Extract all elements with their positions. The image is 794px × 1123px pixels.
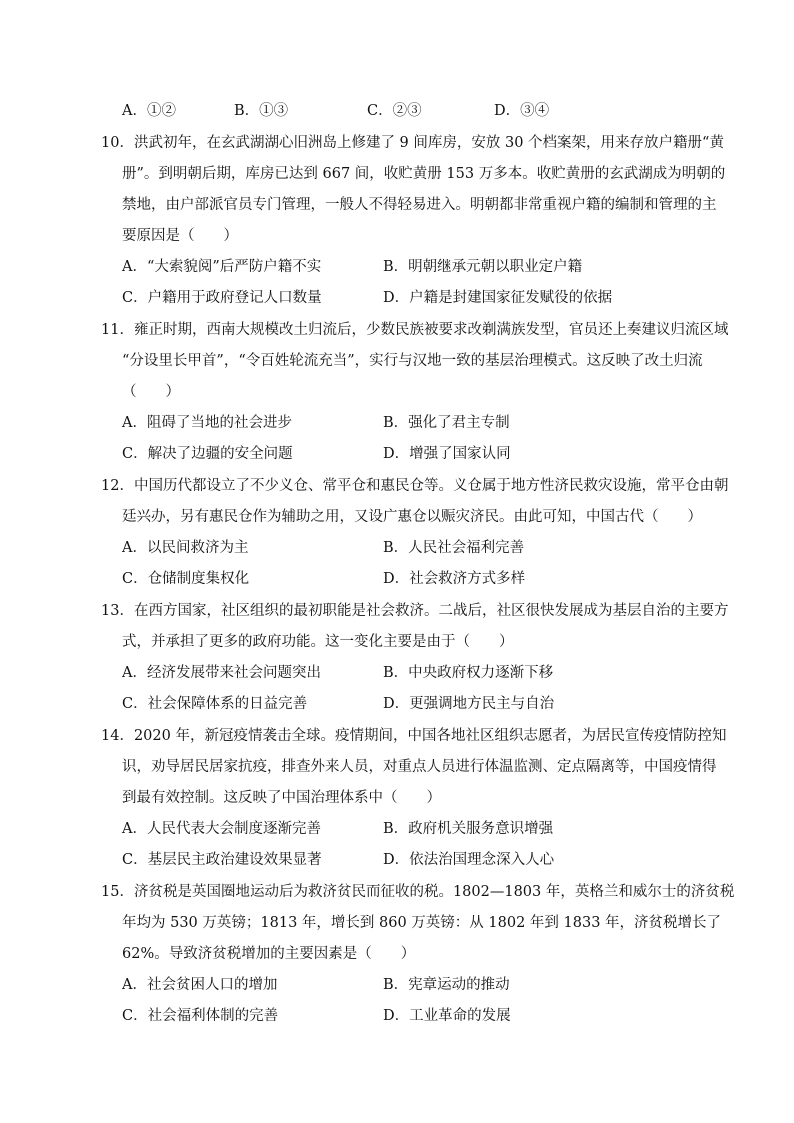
q14-line-1: 14．2020 年，新冠疫情袭击全球。疫情期间，中国各地社区组织志愿者，为居民宣传疫情防控知 (101, 728, 727, 744)
q14-option-d: D．依法治国理念深入人心 (383, 852, 555, 868)
q12-option-d: D．社会救济方式多样 (383, 571, 526, 587)
q10-line-3: 禁地，由户部派官员专门管理，一般人不得轻易进入。明朝都非常重视户籍的编制和管理的主 (122, 197, 717, 213)
q14-option-c: C．基层民主政治建设效果显著 (122, 852, 322, 868)
q9-option-b: B．①③ (234, 103, 289, 119)
q10-line-1: 10．洪武初年，在玄武湖湖心旧洲岛上修建了 9 间库房，安放 30 个档案架，用来存放户籍册“黄 (101, 135, 724, 151)
q13-option-c: C．社会保障体系的日益完善 (122, 696, 308, 712)
q14-option-b: B．政府机关服务意识增强 (383, 821, 554, 837)
q13-option-d: D．更强调地方民主与自治 (383, 696, 555, 712)
q12-option-a: A．以民间救济为主 (122, 540, 249, 556)
q15-option-c: C．社会福利体制的完善 (122, 1008, 279, 1024)
q9-option-c: C．②③ (367, 103, 422, 119)
q11-option-a: A．阻碍了当地的社会进步 (122, 415, 292, 431)
q14-line-3: 到最有效控制。这反映了中国治理体系中（ ） (122, 790, 441, 806)
q12-option-b: B．人民社会福利完善 (383, 540, 525, 556)
q11-option-b: B．强化了君主专制 (383, 415, 510, 431)
q14-option-a: A．人民代表大会制度逐渐完善 (122, 821, 321, 837)
q15-line-3: 62%。导致济贫税增加的主要因素是（ ） (122, 946, 416, 962)
q11-option-c: C．解决了边疆的安全问题 (122, 446, 293, 462)
q10-option-d: D．户籍是封建国家征发赋役的依据 (383, 290, 613, 306)
q13-option-a: A．经济发展带来社会问题突出 (122, 665, 321, 681)
q10-option-b: B．明朝继承元朝以职业定户籍 (383, 259, 583, 275)
q10-line-4: 要原因是（ ） (122, 228, 238, 244)
q10-option-a: A．“大索貌阅”后严防户籍不实 (122, 259, 322, 275)
q12-option-c: C．仓储制度集权化 (122, 571, 250, 587)
q12-line-1: 12．中国历代都设立了不少义仓、常平仓和惠民仓等。义仓属于地方性济民救灾设施，常平仓由朝 (101, 478, 729, 494)
q11-line-2: “分设里长甲首”，“令百姓轮流充当”，实行与汉地一致的基层治理模式。这反映了改土归流 (122, 353, 703, 369)
q11-line-1: 11．雍正时期，西南大规模改土归流后，少数民族被要求改剃满族发型，官员还上奏建议归流区域 (101, 322, 729, 338)
q15-option-a: A．社会贫困人口的增加 (122, 977, 278, 993)
q11-option-d: D．增强了国家认同 (383, 446, 511, 462)
q15-option-d: D．工业革命的发展 (383, 1008, 511, 1024)
q13-option-b: B．中央政府权力逐渐下移 (383, 665, 554, 681)
q10-option-c: C．户籍用于政府登记人口数量 (122, 290, 322, 306)
q14-line-2: 识，劝导居民居家抗疫，排查外来人员，对重点人员进行体温监测、定点隔离等，中国疫情得 (122, 759, 717, 775)
q15-line-1: 15．济贫税是英国圈地运动后为救济贫民而征收的税。1802—1803 年，英格兰和威尔士的济贫税 (101, 884, 735, 900)
q13-line-2: 式，并承担了更多的政府功能。这一变化主要是由于（ ） (122, 634, 514, 650)
q9-option-a: A．①② (122, 103, 176, 119)
q13-line-1: 13．在西方国家，社区组织的最初职能是社会救济。二战后，社区很快发展成为基层自治的主要方 (101, 603, 729, 619)
q9-option-d: D．③④ (494, 103, 550, 119)
q10-line-2: 册”。到明朝后期，库房已达到 667 间，收贮黄册 153 万多本。收贮黄册的玄武湖成为明朝的 (122, 166, 726, 182)
q12-line-2: 廷兴办，另有惠民仓作为辅助之用，又设广惠仓以赈灾济民。由此可知，中国古代（ ） (122, 509, 702, 525)
q15-option-b: B．宪章运动的推动 (383, 977, 510, 993)
q11-line-3: （ ） (122, 384, 180, 400)
q15-line-2: 年均为 530 万英镑；1813 年，增长到 860 万英镑：从 1802 年到 1833 年，济贫税增长了 (122, 915, 722, 931)
